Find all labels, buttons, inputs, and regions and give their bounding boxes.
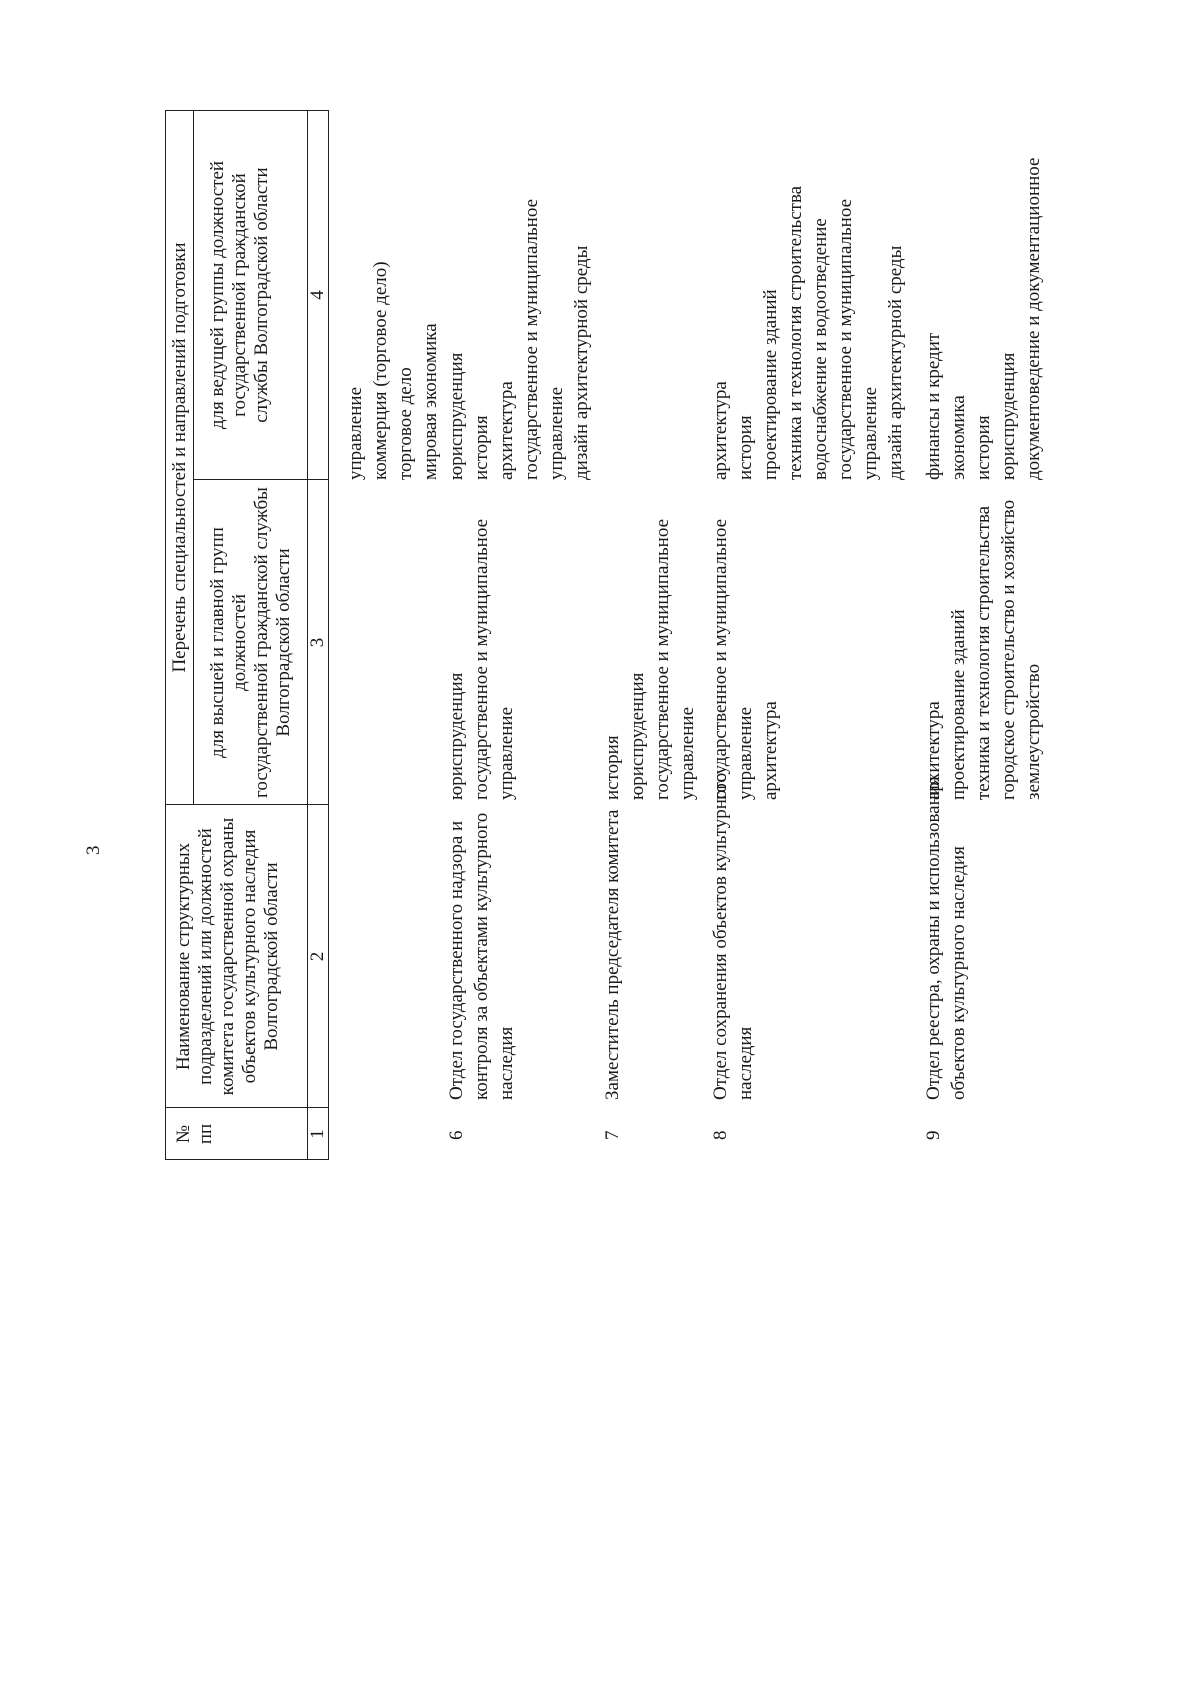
row-8-col4-line: архитектура	[710, 381, 731, 480]
row-6-col3-line: юриспруденция	[446, 672, 467, 800]
row-9-col4-line: документоведение и документационное	[1023, 157, 1044, 480]
row-8-col3-line: государственное и муниципальное	[710, 518, 731, 800]
continuation-line: коммерция (торговое дело)	[370, 261, 391, 480]
row-9-number: 9	[923, 1130, 944, 1140]
row-8-name-line: наследия	[735, 1026, 756, 1100]
column-number-4: 4	[307, 290, 328, 300]
header-col3-line: Волгоградской области	[273, 548, 294, 737]
continuation-line: управление	[345, 386, 366, 480]
row-7-col3-line: история	[602, 735, 623, 800]
row-9-name-line: объектов культурного наследия	[948, 846, 969, 1100]
row-6-col4-line: история	[471, 415, 492, 480]
row-8-col3	[708, 519, 783, 800]
row-9-col4-line: история	[973, 415, 994, 480]
column-number-1: 1	[307, 1129, 328, 1139]
header-col3	[207, 480, 295, 805]
header-col4-line: для ведущей группы должностей	[207, 160, 228, 430]
header-col2-line: Волгоградской области	[261, 862, 282, 1051]
group-title-divider	[193, 110, 194, 805]
page-number: 3	[83, 845, 104, 855]
header-col4-line: государственной гражданской	[229, 173, 250, 417]
header-col1	[173, 1108, 217, 1160]
header-col2-line: комитета государственной охраны	[217, 817, 238, 1096]
header-group-title: Перечень специальностей и направлений подготовки	[169, 242, 190, 673]
row-9-name	[921, 776, 971, 1100]
row-6-name-line: Отдел государственного надзора и	[446, 820, 467, 1100]
header-col2-line: подразделений или должностей	[195, 828, 216, 1085]
row-9-col3-line: землеустройство	[1023, 663, 1044, 800]
header-col2-line: Наименование структурных	[173, 842, 194, 1071]
rotated-table	[165, 110, 1045, 1160]
header-col1-line: №	[173, 1124, 194, 1144]
row-6-col4-line: дизайн архитектурной среды	[571, 245, 592, 480]
row-8-col4-line: история	[735, 415, 756, 480]
row-7-name	[600, 810, 625, 1100]
row-7-col3	[600, 519, 700, 800]
header-col3-line: государственной гражданской службы	[251, 487, 272, 798]
column-number-2: 2	[307, 951, 328, 962]
row-8-col4-line: дизайн архитектурной среды	[885, 245, 906, 480]
continuation-line: мировая экономика	[420, 323, 441, 480]
row-8-col4	[708, 186, 908, 480]
row-6-name-line: наследия	[496, 1026, 517, 1100]
row-6-col4-line: архитектура	[496, 381, 517, 480]
row-6-col3	[444, 519, 519, 800]
header-col4	[207, 110, 273, 480]
row-9-col3-line: техника и технология строительства	[973, 505, 994, 800]
row-8-name	[708, 773, 758, 1100]
row-6-col3-line: управление	[496, 706, 517, 800]
row-6-col4-line: управление	[546, 386, 567, 480]
row-6-col4-line: государственное и муниципальное	[521, 198, 542, 480]
row-8-number: 8	[710, 1130, 731, 1140]
continuation-line: торговое дело	[395, 367, 416, 480]
row-9-col3	[921, 500, 1046, 800]
row-7-name-line: Заместитель председателя комитета	[602, 809, 623, 1100]
row-6-col4	[444, 199, 594, 480]
row-7-col3-line: юриспруденция	[627, 672, 648, 800]
row-7-col3-line: управление	[677, 706, 698, 800]
row-8-col4-line: государственное и муниципальное	[835, 198, 856, 480]
row-9-col4-line: финансы и кредит	[923, 332, 944, 480]
row-6-name-line: контроля за объектами культурного	[471, 812, 492, 1100]
continuation-col4	[343, 261, 443, 480]
row-9-col3-line: городское строительство и хозяйство	[998, 499, 1019, 800]
header-col4-line: службы Волгоградской области	[251, 167, 272, 423]
header-col2	[173, 805, 283, 1108]
row-9-col4-line: экономика	[948, 395, 969, 480]
row-6-number: 6	[446, 1130, 467, 1140]
column-number-3: 3	[307, 637, 328, 648]
row-9-col4	[921, 158, 1046, 480]
row-8-col4-line: техника и технология строительства	[785, 185, 806, 480]
row-7-number: 7	[602, 1130, 623, 1140]
row-9-name-line: Отдел реестра, охраны и использования	[923, 776, 944, 1100]
row-6-col3-line: государственное и муниципальное	[471, 518, 492, 800]
row-9-col4-line: юриспруденция	[998, 352, 1019, 480]
row-6-col4-line: юриспруденция	[446, 352, 467, 480]
row-8-name-line: Отдел сохранения объектов культурного	[710, 772, 731, 1100]
row-7-col3-line: государственное и муниципальное	[652, 518, 673, 800]
row-8-col4-line: проектирование зданий	[760, 289, 781, 480]
row-9-col3-line: архитектура	[923, 701, 944, 800]
header-col1-line: пп	[195, 1123, 216, 1145]
row-8-col3-line: архитектура	[760, 701, 781, 800]
row-8-col4-line: водоснабжение и водоотведение	[810, 218, 831, 480]
header-col2-line: объектов культурного наследия	[239, 829, 260, 1084]
row-9-col3-line: проектирование зданий	[948, 609, 969, 800]
row-6-name	[444, 813, 519, 1100]
row-8-col3-line: управление	[735, 706, 756, 800]
row-8-col4-line: управление	[860, 386, 881, 480]
header-col3-line: для высшей и главной групп должностей	[207, 527, 250, 758]
